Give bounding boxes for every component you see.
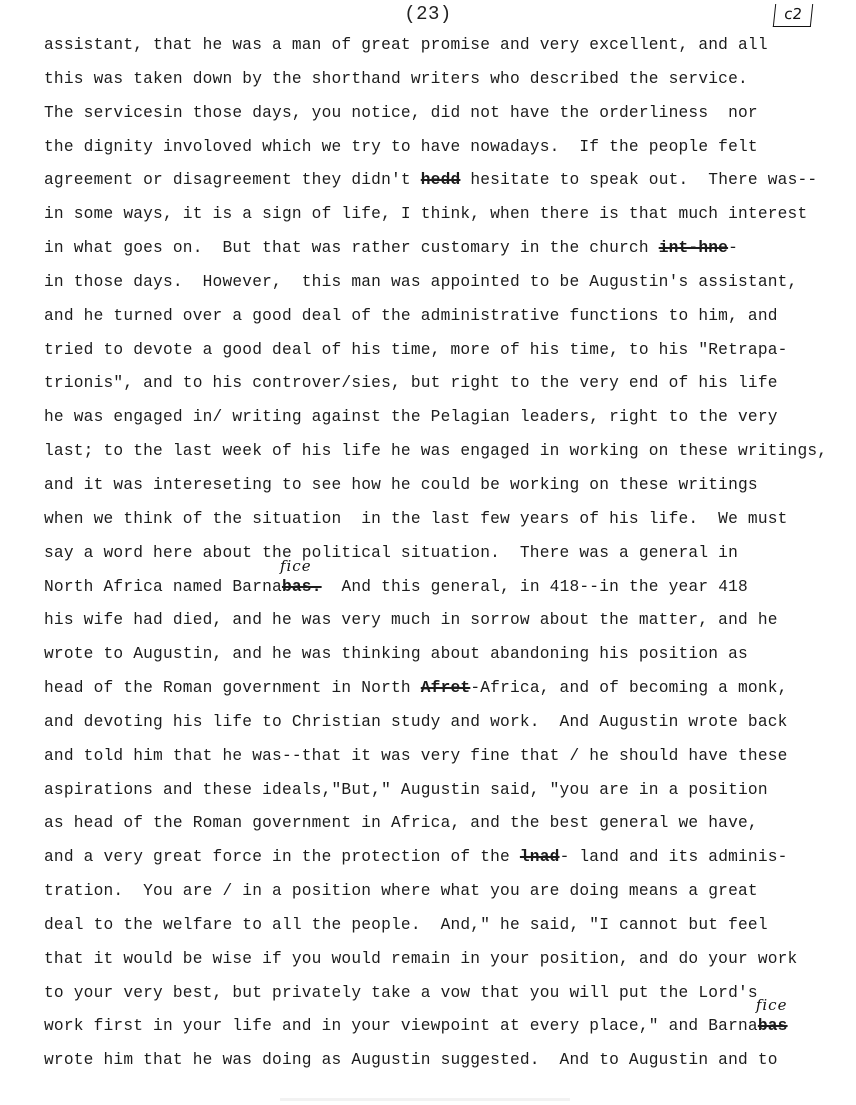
line-text-after: -Africa, and of becoming a monk, — [470, 679, 788, 698]
struck-out-text: hedd — [420, 171, 461, 190]
text-line — [44, 435, 844, 469]
struck-word-wrapper — [421, 171, 461, 189]
line-text-after: - land and its adminis- — [559, 848, 788, 867]
text-line — [44, 367, 844, 401]
struck-out-text: bas — [757, 1017, 788, 1036]
line-text: wrote him that he was doing as Augustin suggested. And to Augustin and to — [44, 1051, 778, 1070]
line-text: he was engaged in/ writing against the Pelagian leaders, right to the very — [44, 408, 778, 427]
line-text-before: head of the Roman government in North — [44, 679, 421, 698]
line-text-before: and a very great force in the protection of the — [44, 848, 520, 867]
text-line — [44, 63, 844, 97]
line-text: this was taken down by the shorthand writers who described the service. — [44, 69, 748, 88]
text-line — [44, 537, 844, 571]
line-text: and told him that he was--that it was very fine that / he should have these — [44, 746, 788, 765]
text-line — [44, 198, 844, 232]
text-line — [44, 1044, 844, 1078]
line-text-before: in what goes on. But that was rather customary in the church — [44, 239, 659, 258]
struck-out-text: bas. — [281, 577, 322, 596]
line-text: to your very best, but privately take a vow that you will put the Lord's — [44, 983, 758, 1002]
line-text: in those days. However, this man was appointed to be Augustin's assistant, — [44, 272, 798, 291]
line-text: and devoting his life to Christian study and work. And Augustin wrote back — [44, 712, 788, 731]
struck-out-text: int-hne — [658, 239, 729, 258]
text-line — [44, 29, 844, 63]
text-line — [44, 266, 844, 300]
text-line — [44, 164, 844, 198]
line-text-after: - — [728, 239, 739, 258]
text-line — [44, 841, 844, 875]
struck-word-wrapper — [520, 848, 560, 866]
line-text-before: agreement or disagreement they didn't — [44, 171, 421, 190]
line-text: tried to devote a good deal of his time, more of his time, to his "Retrapa- — [44, 340, 788, 359]
line-text-after: And this general, in 418--in the year 418 — [321, 577, 748, 596]
line-text: The servicesin those days, you notice, did not have the orderliness nor — [44, 103, 758, 122]
line-text-before: North Africa named Barna — [44, 577, 282, 596]
line-text-after: hesitate to speak out. There was-- — [460, 171, 818, 190]
line-text: deal to the welfare to all the people. And," he said, "I cannot but feel — [44, 915, 768, 934]
struck-out-text: lnad — [519, 848, 560, 867]
line-text: the dignity involoved which we try to have nowadays. If the people felt — [44, 137, 758, 156]
line-text-before: work first in your life and in your viewpoint at every place," and Barna — [44, 1017, 758, 1036]
text-line — [44, 740, 844, 774]
line-text: say a word here about the political situation. There was a general in — [44, 543, 738, 562]
text-line — [44, 503, 844, 537]
text-line — [44, 334, 844, 368]
handwritten-correction: fice — [755, 996, 788, 1015]
text-line — [44, 638, 844, 672]
bottom-smudge — [280, 1098, 570, 1101]
text-line — [44, 131, 844, 165]
struck-word-wrapper — [421, 679, 471, 697]
text-line — [44, 774, 844, 808]
line-text: and it was intereseting to see how he could be working on these writings — [44, 475, 758, 494]
line-text: and he turned over a good deal of the administrative functions to him, and — [44, 306, 778, 325]
text-line — [44, 604, 844, 638]
handwritten-correction: fice — [279, 556, 312, 575]
text-line — [44, 232, 844, 266]
text-line — [44, 469, 844, 503]
line-text: aspirations and these ideals,"But," Augustin said, "you are in a position — [44, 780, 768, 799]
struck-word-wrapper — [659, 239, 728, 257]
struck-word-wrapper — [279, 556, 322, 596]
text-line — [44, 943, 844, 977]
document-body — [44, 29, 844, 1078]
line-text: as head of the Roman government in Africa, and the best general we have, — [44, 814, 758, 833]
text-line — [44, 556, 844, 605]
text-line — [44, 875, 844, 909]
line-text: trionis", and to his controver/sies, but right to the very end of his life — [44, 374, 778, 393]
struck-word-wrapper — [755, 996, 788, 1036]
text-line — [44, 300, 844, 334]
line-text: wrote to Augustin, and he was thinking about abandoning his position as — [44, 645, 748, 664]
text-line — [44, 401, 844, 435]
text-line — [44, 672, 844, 706]
page-number: (23) — [404, 3, 452, 25]
text-line — [44, 97, 844, 131]
line-text: last; to the last week of his life he was engaged in working on these writings, — [44, 442, 828, 461]
corner-mark: c2 — [773, 4, 813, 27]
line-text: when we think of the situation in the last few years of his life. We must — [44, 509, 788, 528]
text-line — [44, 977, 844, 1011]
line-text: that it would be wise if you would remain in your position, and do your work — [44, 949, 798, 968]
text-line — [44, 706, 844, 740]
line-text: tration. You are / in a position where what you are doing means a great — [44, 882, 758, 901]
struck-out-text: Afret — [420, 679, 471, 698]
line-text: assistant, that he was a man of great promise and very excellent, and all — [44, 36, 768, 54]
text-line — [44, 909, 844, 943]
text-line — [44, 807, 844, 841]
line-text: in some ways, it is a sign of life, I think, when there is that much interest — [44, 205, 808, 224]
line-text: his wife had died, and he was very much in sorrow about the matter, and he — [44, 611, 778, 630]
text-line — [44, 996, 844, 1044]
